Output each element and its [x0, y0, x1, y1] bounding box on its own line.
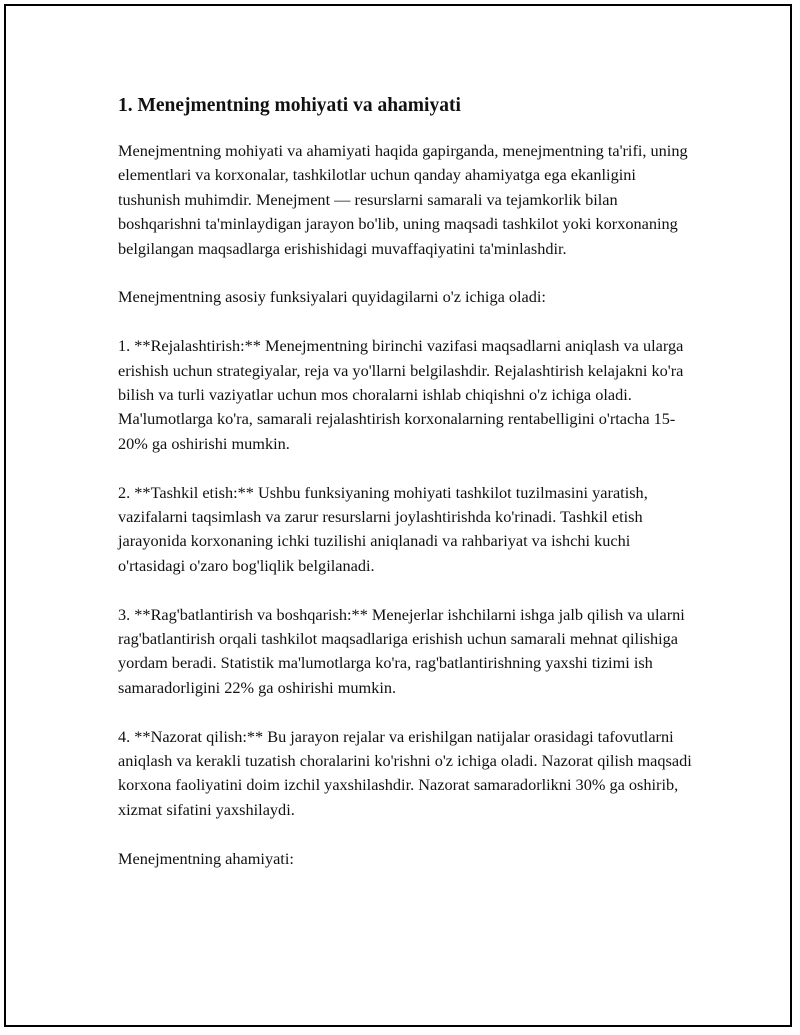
- planning-paragraph: 1. **Rejalashtirish:** Menejmentning birinchi vazifasi maqsadlarni aniqlash va ularga erishish uchun strategiyalar, reja va yo'llarni belgilashdir. Rejalashtirish kelajakni ko'ra bilish va turli vaziyatlar uchun mos choralarni ishlab chiqishni o'z ichiga oladi. Ma'lumotlarga ko'ra, samarali rejalashtirish korxonalarning rentabelligini o'rtacha 15-20% ga oshirishi mumkin.: [118, 336, 684, 453]
- functions-intro-paragraph: Menejmentning asosiy funksiyalari quyidagilarni o'z ichiga oladi:: [118, 287, 546, 307]
- intro-paragraph: Menejmentning mohiyati va ahamiyati haqida gapirganda, menejmentning ta'rifi, uning elementlari va korxonalar, tashkilotlar uchun qanday ahamiyatga ega ekanligini tushunish muhimdir. Menejment — resurslarni samarali va tejamkorlik bilan boshqarishni ta'minlaydigan jarayon bo'lib, uning maqsadi tashkilot yoki korxonaning belgilangan maqsadlarga erishishidagi muvaffaqiyatini ta'minlashdir.: [118, 141, 688, 258]
- importance-heading-paragraph: Menejmentning ahamiyati:: [118, 848, 294, 868]
- controlling-paragraph: 4. **Nazorat qilish:** Bu jarayon rejalar va erishilgan natijalar orasidagi tafovutlarni aniqlash va kerakli tuzatish choralarini ko'rishni o'z ichiga oladi. Nazorat qilish maqsadi korxona faoliyatini doim izchil yaxshilashdir. Nazorat samaradorlikni 30% ga oshirib, xizmat sifatini yaxshilaydi.: [118, 726, 692, 819]
- section-heading: 1. Menejmentning mohiyati va ahamiyati: [118, 95, 461, 116]
- document-body: [118, 93, 698, 895]
- organizing-paragraph: 2. **Tashkil etish:** Ushbu funksiyaning mohiyati tashkilot tuzilmasini yaratish, vazifalarni taqsimlash va zarur resurslarni joylashtirishda ko'rinadi. Tashkil etish jarayonida korxonaning ichki tuzilishi aniqlanadi va rahbariyat va ishchi kuchi o'rtasidagi o'zaro bog'liqlik belgilanadi.: [118, 482, 648, 575]
- motivating-paragraph: 3. **Rag'batlantirish va boshqarish:** Menejerlar ishchilarni ishga jalb qilish va ularni rag'batlantirish orqali tashkilot maqsadlariga erishish uchun samarali mehnat qilishiga yordam beradi. Statistik ma'lumotlarga ko'ra, rag'batlantirishning yaxshi tizimi ish samaradorligini 22% ga oshirishi mumkin.: [118, 604, 685, 697]
